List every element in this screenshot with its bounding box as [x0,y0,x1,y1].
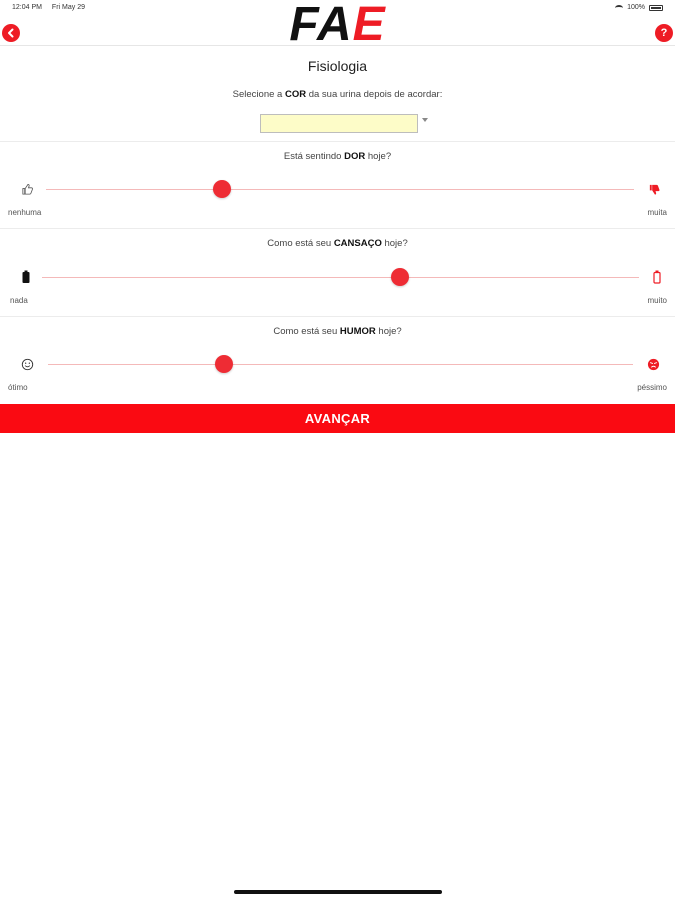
battery-percent: 100% [627,4,645,11]
divider [0,141,675,142]
smile-face-icon [20,357,34,371]
mood-question-suffix: hoje? [375,326,402,337]
pain-min-label: nenhuma [8,208,42,217]
fatigue-question-suffix: hoje? [381,238,408,249]
mood-question [0,326,675,337]
divider [0,316,675,317]
urine-color-question [0,89,675,100]
pain-question-keyword: DOR [344,151,366,162]
nav-bar [0,0,675,51]
mood-min-label: ótimo [8,383,28,392]
thumbs-up-outline-icon [20,182,34,196]
advance-button[interactable]: AVANÇAR [0,404,675,433]
pain-question-prefix: Está sentindo [283,151,345,162]
battery-empty-icon [650,270,664,284]
chevron-left-icon [6,28,16,38]
home-indicator[interactable] [234,890,442,894]
thumbs-down-icon [647,182,661,196]
pain-question-suffix: hoje? [365,151,392,162]
urine-color-select[interactable] [260,114,418,133]
fatigue-slider-track[interactable] [42,277,639,278]
status-date: Fri May 29 [51,4,85,11]
battery-full-icon [19,270,33,284]
urine-question-suffix: da sua urina depois de acordar: [306,89,443,100]
divider [0,228,675,229]
mood-max-label: péssimo [637,383,667,392]
pain-slider-track[interactable] [46,189,634,190]
app-logo [0,0,675,51]
mood-slider-thumb[interactable] [215,355,233,373]
status-time: 12:04 PM [12,4,42,11]
page-title: Fisiologia [307,58,368,74]
fatigue-min-label: nada [10,296,28,305]
back-button[interactable] [2,24,20,42]
fatigue-slider-thumb[interactable] [391,268,409,286]
logo-text-red: E [352,0,386,51]
angry-face-icon [646,357,660,371]
logo-text-black: FA [289,0,353,51]
mood-question-keyword: HUMOR [339,326,376,337]
question-mark-icon: ? [660,27,668,39]
pain-max-label: muita [647,208,667,217]
fatigue-question [0,238,675,249]
pain-slider-thumb[interactable] [213,180,231,198]
fatigue-question-prefix: Como está seu [267,238,334,249]
fatigue-question-keyword: CANSAÇO [333,238,382,249]
chevron-down-icon[interactable] [422,118,428,122]
help-button[interactable] [655,24,673,42]
urine-question-prefix: Selecione a [232,89,285,100]
mood-slider-track[interactable] [48,364,633,365]
pain-question [0,151,675,162]
fatigue-max-label: muito [647,296,667,305]
urine-question-keyword: COR [284,89,307,100]
mood-question-prefix: Como está seu [273,326,340,337]
